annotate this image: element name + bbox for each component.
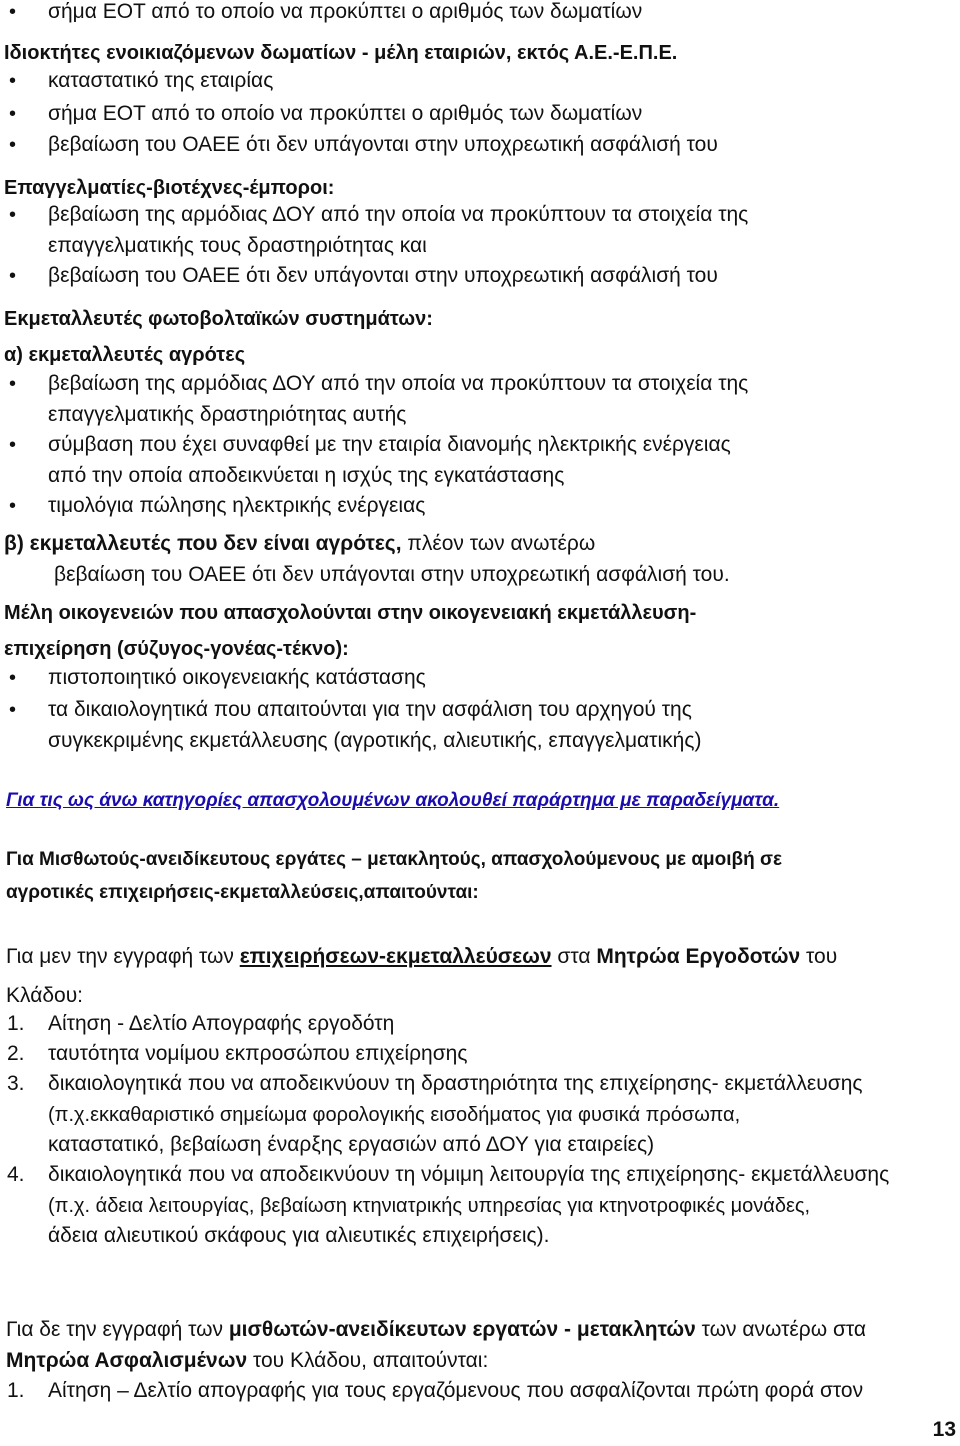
bullet-item: • βεβαίωση του ΟΑΕΕ ότι δεν υπάγονται στην υποχρεωτική ασφάλισή του bbox=[0, 263, 960, 289]
section-heading-workers-cont: αγροτικές επιχειρήσεις-εκμεταλλεύσεις,απαιτούνται: bbox=[6, 882, 479, 903]
paragraph-employers-cont: Κλάδου: bbox=[6, 984, 84, 1007]
paragraph-insured: Για δε την εγγραφή των μισθωτών-ανειδίκευτων εργατών - μετακλητών των ανωτέρω στα bbox=[6, 1318, 867, 1341]
numbered-item: 4. δικαιολογητικά που να αποδεικνύουν τη νόμιμη λειτουργία της επιχείρησης- εκμετάλλευσης bbox=[7, 1163, 890, 1186]
bullet-continuation: επαγγελματικής δραστηριότητας αυτής bbox=[48, 403, 407, 426]
numbered-item: 3. δικαιολογητικά που να αποδεικνύουν τη δραστηριότητα της επιχείρησης- εκμετάλλευσης bbox=[7, 1072, 863, 1095]
section-heading-owners: Ιδιοκτήτες ενοικιαζόμενων δωματίων - μέλη εταιριών, εκτός Α.Ε.-Ε.Π.Ε. bbox=[4, 42, 678, 64]
bullet-item: • καταστατικό της εταιρίας bbox=[0, 68, 960, 94]
section-heading-family: Μέλη οικογενειών που απασχολούνται στην οικογενειακή εκμετάλλευση- bbox=[4, 602, 697, 624]
bullet-item: • βεβαίωση της αρμόδιας ΔΟΥ από την οποία να προκύπτουν τα στοιχεία της bbox=[0, 202, 960, 228]
bullet-continuation: συγκεκριμένης εκμετάλλευσης (αγροτικής, αλιευτικής, επαγγελματικής) bbox=[48, 729, 702, 752]
numbered-item: 1. Αίτηση - Δελτίο Απογραφής εργοδότη bbox=[7, 1012, 395, 1035]
numbered-item: 2. ταυτότητα νομίμου εκπροσώπου επιχείρησης bbox=[7, 1042, 468, 1065]
appendix-link[interactable]: Για τις ως άνω κατηγορίες απασχολουμένων ακολουθεί παράρτημα με παραδείγματα. bbox=[6, 790, 780, 811]
subheading-a: α) εκμεταλλευτές αγρότες bbox=[4, 344, 246, 366]
numbered-item-continuation: (π.χ. άδεια λειτουργίας, βεβαίωση κτηνιατρικής υπηρεσίας για κτηνοτροφικές μονάδες, bbox=[48, 1195, 811, 1217]
paragraph-employers: Για μεν την εγγραφή των επιχειρήσεων-εκμεταλλεύσεων στα Μητρώα Εργοδοτών του bbox=[6, 945, 838, 968]
subheading-b: β) εκμεταλλευτές που δεν είναι αγρότες, πλέον των ανωτέρω bbox=[4, 532, 596, 555]
bullet-item: • σήμα ΕΟΤ από το οποίο να προκύπτει ο αριθμός των δωματίων bbox=[0, 0, 960, 25]
paragraph-insured-cont: Μητρώα Ασφαλισμένων του Κλάδου, απαιτούνται: bbox=[6, 1349, 489, 1372]
bullet-item: • σήμα ΕΟΤ από το οποίο να προκύπτει ο αριθμός των δωματίων bbox=[0, 101, 960, 127]
bullet-item: • βεβαίωση του ΟΑΕΕ ότι δεν υπάγονται στην υποχρεωτική ασφάλισή του bbox=[0, 132, 960, 158]
section-heading-pv: Εκμεταλλευτές φωτοβολταϊκών συστημάτων: bbox=[4, 308, 433, 330]
bullet-item: • βεβαίωση της αρμόδιας ΔΟΥ από την οποία να προκύπτουν τα στοιχεία της bbox=[0, 371, 960, 397]
numbered-item-continuation: (π.χ.εκκαθαριστικό σημείωμα φορολογικής εισοδήματος για φυσικά πρόσωπα, bbox=[48, 1104, 741, 1126]
bullet-item: • σύμβαση που έχει συναφθεί με την εταιρία διανομής ηλεκτρικής ενέργειας bbox=[0, 432, 960, 458]
bullet-item: • τα δικαιολογητικά που απαιτούνται για την ασφάλιση του αρχηγού της bbox=[0, 697, 960, 723]
paragraph-line: βεβαίωση του ΟΑΕΕ ότι δεν υπάγονται στην υποχρεωτική ασφάλισή του. bbox=[54, 563, 730, 586]
numbered-item-continuation: καταστατικό, βεβαίωση έναρξης εργασιών από ΔΟΥ για εταιρείες) bbox=[48, 1133, 655, 1156]
numbered-item-continuation: άδεια αλιευτικού σκάφους για αλιευτικές επιχειρήσεις). bbox=[48, 1224, 550, 1247]
bullet-continuation: από την οποία αποδεικνύεται η ισχύς της εγκατάστασης bbox=[48, 464, 565, 487]
section-heading-professionals: Επαγγελματίες-βιοτέχνες-έμποροι: bbox=[4, 177, 335, 199]
bullet-item: • πιστοποιητικό οικογενειακής κατάστασης bbox=[0, 665, 960, 691]
section-heading-family-cont: επιχείρηση (σύζυγος-γονέας-τέκνο): bbox=[4, 638, 349, 660]
numbered-item: 1. Αίτηση – Δελτίο απογραφής για τους εργαζόμενους που ασφαλίζονται πρώτη φορά στον bbox=[7, 1379, 864, 1402]
bullet-continuation: επαγγελματικής τους δραστηριότητας και bbox=[48, 234, 427, 257]
page-number: 13 bbox=[932, 1418, 956, 1441]
bullet-item: • τιμολόγια πώλησης ηλεκτρικής ενέργειας bbox=[0, 493, 960, 519]
section-heading-workers: Για Μισθωτούς-ανειδίκευτους εργάτες – μετακλητούς, απασχολούμενους με αμοιβή σε bbox=[6, 849, 783, 870]
